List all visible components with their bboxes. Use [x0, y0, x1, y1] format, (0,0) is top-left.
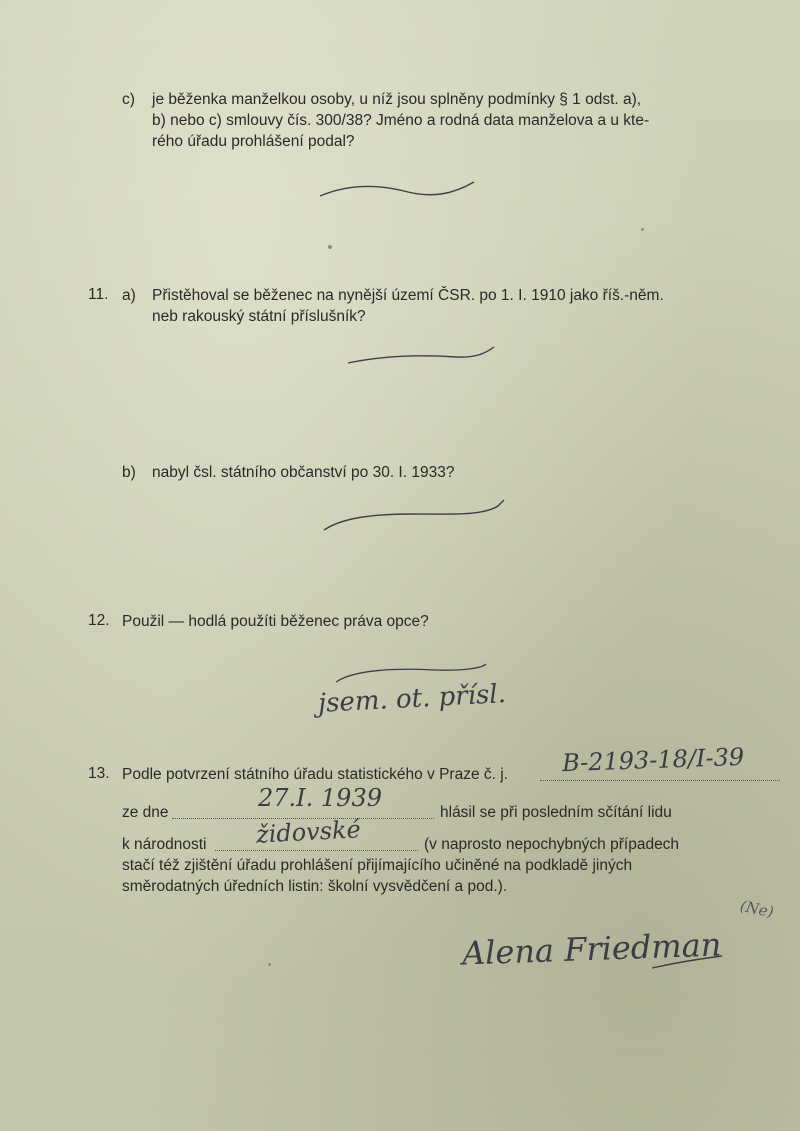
q13-date: 27.I. 1939	[258, 784, 382, 812]
q10c-label: c)	[122, 91, 135, 108]
paper-spot	[641, 228, 644, 231]
q13-number: 13.	[88, 765, 110, 782]
q12-number: 12.	[88, 612, 110, 629]
q11-number: 11.	[88, 286, 109, 303]
q13-line4: stačí též zjištění úřadu prohlášení přijímajícího učiněné na podkladě jiných	[122, 857, 633, 874]
q10c-line2: b) nebo c) smlouvy čís. 300/38? Jméno a rodná data manželova a u kte-	[152, 112, 650, 129]
q11b-label: b)	[122, 464, 136, 481]
q12-handwritten-answer: jsem. ot. přísl.	[317, 679, 507, 719]
q13-margin-note: (Ne)	[738, 896, 776, 922]
q13-ze-dne: ze dne	[122, 804, 169, 821]
q13-line3-rest: (v naprosto nepochybných případech	[424, 836, 680, 853]
q11a-line1: Přistěhoval se běženec na nynější území ČSR. po 1. I. 1910 jako říš.-něm.	[152, 287, 664, 304]
q10c-line3: rého úřadu prohlášení podal?	[152, 133, 355, 150]
q13-line2-rest: hlásil se při posledním sčítání lidu	[440, 804, 672, 821]
q12-text: Použil — hodlá použíti běženec práva opce?	[122, 613, 429, 630]
paper-spot	[268, 963, 271, 966]
q13-k-narodnosti: k národnosti	[122, 836, 207, 853]
paper-spot	[328, 245, 332, 249]
signature: Alena Friedman	[461, 925, 722, 973]
q10c-line1: je běženka manželkou osoby, u níž jsou splněny podmínky § 1 odst. a),	[152, 91, 642, 108]
q11a-line2: neb rakouský státní příslušník?	[152, 308, 366, 325]
nationality-field-line	[215, 850, 418, 851]
dash-answer-11b	[322, 498, 508, 534]
dash-answer-10c	[318, 178, 478, 208]
q11a-label: a)	[122, 287, 136, 304]
q13-nationality: židovské	[255, 815, 362, 849]
ref-number-field-line	[540, 780, 780, 781]
dash-answer-11a	[346, 345, 496, 369]
q13-line5: směrodatných úředních listin: školní vysvědčení a pod.).	[122, 878, 508, 895]
q13-ref-number: B-2193-18/I-39	[561, 742, 745, 778]
q13-line1: Podle potvrzení státního úřadu statistického v Praze č. j.	[122, 766, 508, 783]
signature-flourish	[650, 950, 726, 972]
q11b-line1: nabyl čsl. státního občanství po 30. I. 1933?	[152, 464, 455, 481]
